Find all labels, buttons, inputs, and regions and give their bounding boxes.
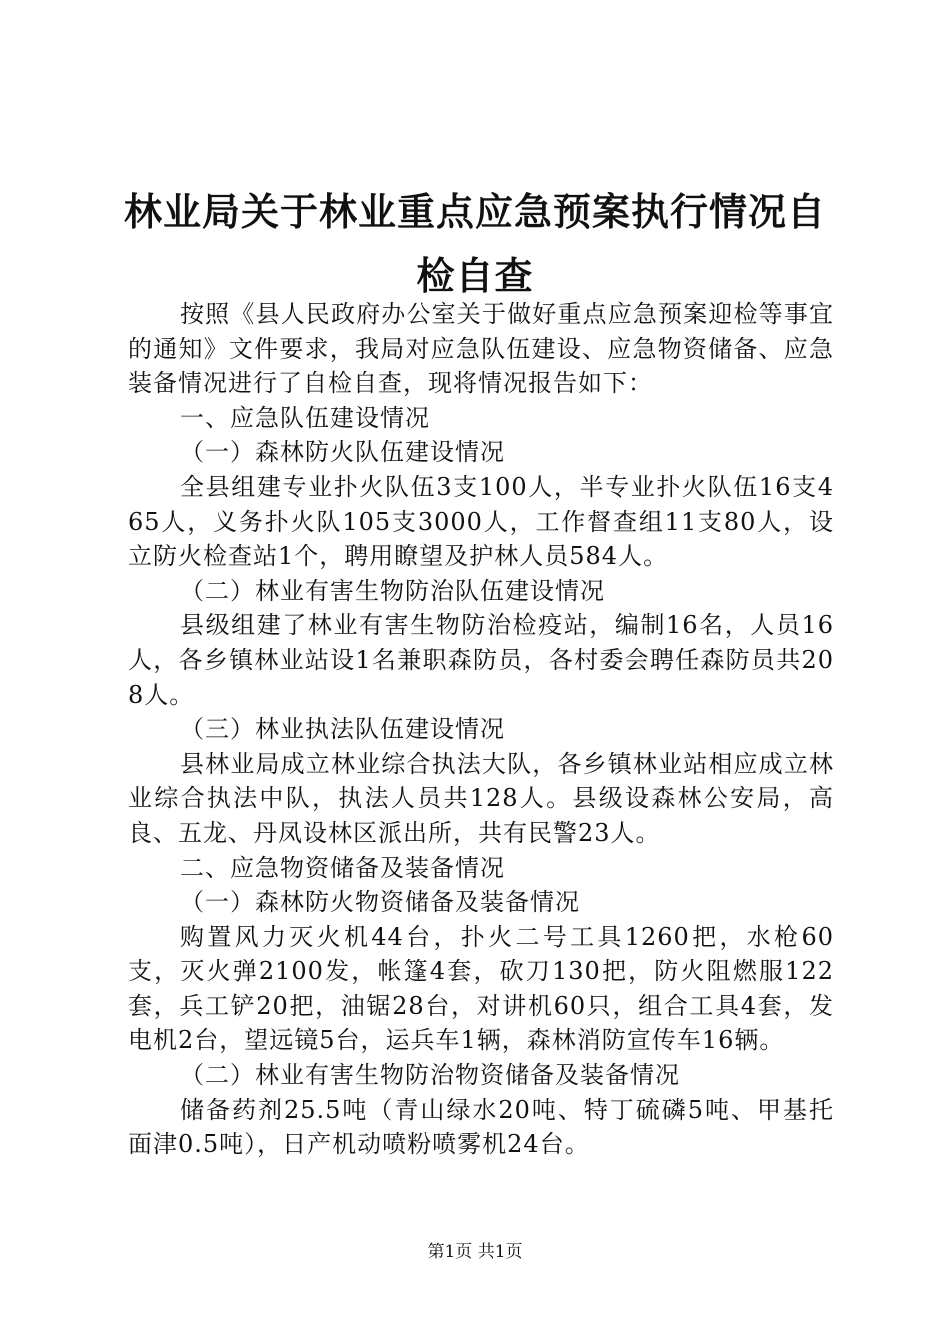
paragraph-enforcement-teams: 县林业局成立林业综合执法大队，各乡镇林业站相应成立林业综合执法中队，执法人员共128人。县级设森林公安局，高良、五龙、丹凤设林区派出所，共有民警23人。 — [128, 749, 834, 847]
document-title: 林业局关于林业重点应急预案执行情况自检自查 — [123, 190, 826, 298]
subsection-heading-1-1: （一）森林防火队伍建设情况 — [180, 438, 505, 467]
section-heading-2: 二、应急物资储备及装备情况 — [180, 853, 505, 882]
paragraph-fire-teams: 全县组建专业扑火队伍3支100人，半专业扑火队伍16支465人，义务扑火队105支3000人，工作督查组11支80人，设立防火检查站1个，聘用瞭望及护林人员584人。 — [128, 472, 834, 571]
paragraph-intro: 按照《县人民政府办公室关于做好重点应急预案迎检等事宜的通知》文件要求，我局对应急队伍建设、应急物资储备、应急装备情况进行了自检自查，现将情况报告如下： — [128, 300, 834, 398]
paragraph-pest-teams: 县级组建了林业有害生物防治检疫站，编制16名，人员16人，各乡镇林业站设1名兼职森防员，各村委会聘任森防员共208人。 — [128, 611, 834, 709]
subsection-heading-1-2: （二）林业有害生物防治队伍建设情况 — [180, 576, 605, 605]
document-body — [128, 297, 834, 1162]
page-footer: 第1页 共1页 — [427, 1242, 523, 1262]
section-heading-1: 一、应急队伍建设情况 — [180, 403, 430, 432]
subsection-heading-2-1: （一）森林防火物资储备及装备情况 — [180, 888, 580, 917]
subsection-heading-1-3: （三）林业执法队伍建设情况 — [180, 715, 505, 744]
paragraph-fire-equipment: 购置风力灭火机44台，扑火二号工具1260把，水枪60支，灭火弹2100发，帐篷4套，砍刀130把，防火阻燃服122套，兵工铲20把，油锯28台，对讲机60只，组合工具4套，发电机2台，望远镜5台，运兵车1辆，森林消防宣传车16辆。 — [128, 922, 834, 1055]
subsection-heading-2-2: （二）林业有害生物防治物资储备及装备情况 — [180, 1061, 680, 1090]
paragraph-pest-equipment: 储备药剂25.5吨（青山绿水20吨、特丁硫磷5吨、甲基托面津0.5吨），日产机动喷粉喷雾机24台。 — [128, 1095, 834, 1159]
